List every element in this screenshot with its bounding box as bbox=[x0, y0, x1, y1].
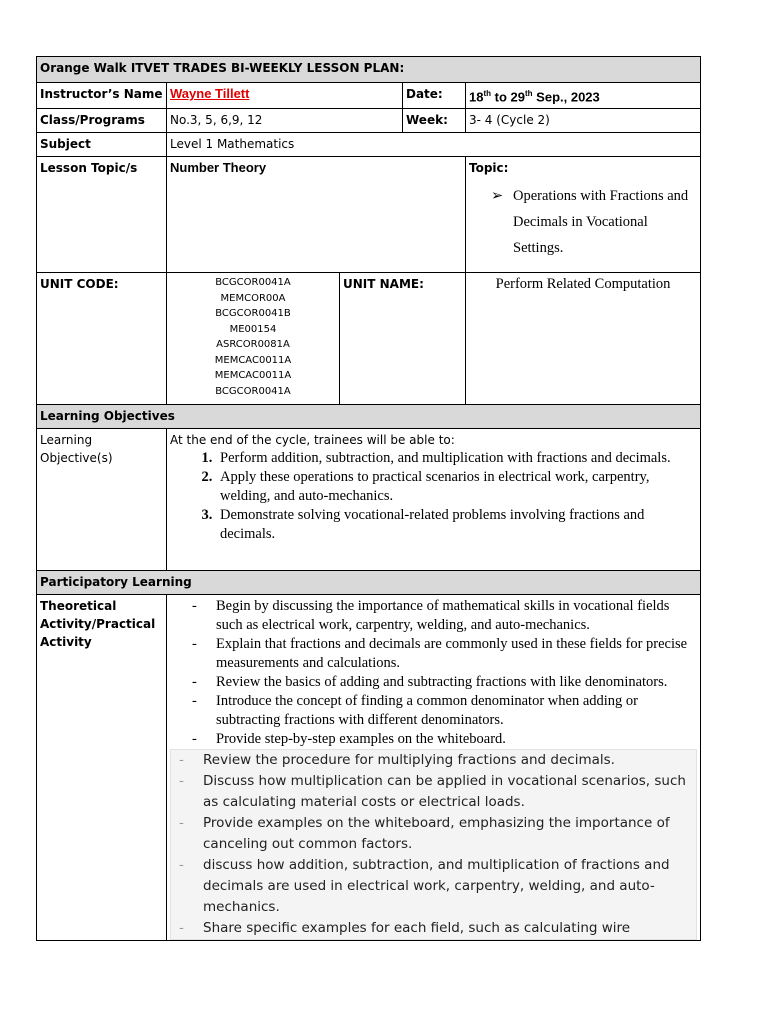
date-value: 18th to 29th Sep., 2023 bbox=[466, 83, 701, 109]
objectives-header-row bbox=[37, 405, 701, 429]
topic-item bbox=[469, 183, 697, 261]
dash-bullet-icon: - bbox=[179, 752, 184, 769]
topic-row bbox=[37, 157, 701, 273]
activity-item: - Begin by discussing the importance of mathematical skills in vocational fields such as electrical work, carpentry, welding, and auto-mechanics. bbox=[192, 598, 670, 634]
instructor-name[interactable]: Wayne Tillett bbox=[170, 86, 250, 101]
activities-cell bbox=[167, 595, 701, 941]
learning-objectives-header: Learning Objectives bbox=[37, 405, 701, 429]
activity-item: - Introduce the concept of finding a common denominator when adding or subtracting fractions with different denominators. bbox=[192, 693, 638, 729]
unit-name-value: Perform Related Computation bbox=[466, 273, 701, 405]
activities-list bbox=[170, 597, 697, 749]
activity-item: - Provide examples on the whiteboard, emphasizing the importance of canceling out common factors. bbox=[179, 815, 670, 853]
unit-code: MEMCAC0011A bbox=[214, 354, 292, 366]
instructor-label: Instructor’s Name bbox=[37, 83, 167, 109]
activity-label: Theoretical Activity/Practical Activity bbox=[37, 595, 167, 941]
unit-code: ASRCOR0081A bbox=[216, 339, 290, 351]
activities-row bbox=[37, 595, 701, 941]
class-row bbox=[37, 109, 701, 133]
participatory-learning-header: Participatory Learning bbox=[37, 571, 701, 595]
instructor-row bbox=[37, 83, 701, 109]
activity-item: - Provide step-by-step examples on the whiteboard. bbox=[192, 731, 506, 748]
unit-code: MEMCOR00A bbox=[220, 292, 286, 304]
activity-item: - Discuss how multiplication can be applied in vocational scenarios, such as calculating material costs or electrical loads. bbox=[179, 773, 686, 811]
dash-bullet-icon: - bbox=[192, 598, 197, 615]
activity-item: - Review the procedure for multiplying fractions and decimals. bbox=[171, 750, 696, 771]
activity-item: - Share specific examples for each field, such as calculating wire bbox=[171, 918, 696, 939]
objectives-intro: At the end of the cycle, trainees will be able to: bbox=[170, 433, 455, 448]
objective-item: 1. Perform addition, subtraction, and multiplication with fractions and decimals. bbox=[216, 449, 697, 468]
topic-label: Topic: bbox=[469, 161, 509, 176]
topic-value: Operations with Fractions and Decimals in Vocational Settings. bbox=[513, 188, 689, 257]
arrow-bullet-icon: ➢ bbox=[491, 188, 504, 205]
unit-name-label: UNIT NAME: bbox=[340, 273, 466, 405]
topic-cell bbox=[466, 157, 701, 273]
dash-bullet-icon: - bbox=[192, 731, 197, 748]
unit-row bbox=[37, 273, 701, 405]
unit-code-label: UNIT CODE: bbox=[37, 273, 167, 405]
dash-bullet-icon: - bbox=[179, 773, 184, 790]
unit-code: BCGCOR0041B bbox=[215, 308, 291, 320]
title-row bbox=[37, 57, 701, 83]
objectives-list bbox=[170, 449, 697, 544]
lesson-topic-value: Number Theory bbox=[167, 157, 466, 273]
plan-title: Orange Walk ITVET TRADES BI-WEEKLY LESSON PLAN: bbox=[37, 57, 701, 83]
participatory-header-row bbox=[37, 571, 701, 595]
subject-value: Level 1 Mathematics bbox=[167, 133, 701, 157]
lesson-topic-label: Lesson Topic/s bbox=[37, 157, 167, 273]
objectives-cell bbox=[167, 429, 701, 571]
objective-item: 2. Apply these operations to practical scenarios in electrical work, carpentry, welding, and auto-mechanics. bbox=[216, 468, 697, 506]
lesson-plan-document bbox=[36, 56, 700, 941]
unit-code: ME00154 bbox=[229, 323, 277, 335]
subject-label: Subject bbox=[37, 133, 167, 157]
subject-row bbox=[37, 133, 701, 157]
activity-item: - discuss how addition, subtraction, and multiplication of fractions and decimals are used in electrical work, carpentry, welding, and auto-mechanics. bbox=[179, 857, 670, 916]
objectives-row bbox=[37, 429, 701, 571]
week-value: 3- 4 (Cycle 2) bbox=[466, 109, 701, 133]
class-value: No.3, 5, 6,9, 12 bbox=[167, 109, 403, 133]
lesson-plan-table bbox=[36, 56, 701, 941]
week-label: Week: bbox=[403, 109, 466, 133]
dash-bullet-icon: - bbox=[179, 920, 184, 937]
activity-item: - Review the basics of adding and subtracting fractions with like denominators. bbox=[192, 674, 668, 691]
activity-item: - Explain that fractions and decimals are commonly used in these fields for precise measurements and calculations. bbox=[192, 636, 688, 672]
dash-bullet-icon: - bbox=[192, 674, 197, 691]
learning-objectives-label: Learning Objective(s) bbox=[37, 429, 167, 571]
dash-bullet-icon: - bbox=[192, 636, 197, 653]
date-label: Date: bbox=[403, 83, 466, 109]
unit-code: BCGCOR0041A bbox=[215, 277, 291, 289]
dash-bullet-icon: - bbox=[192, 693, 197, 710]
class-label: Class/Programs bbox=[37, 109, 167, 133]
dash-bullet-icon: - bbox=[179, 857, 184, 874]
dash-bullet-icon: - bbox=[179, 815, 184, 832]
unit-code: BCGCOR0041A bbox=[215, 385, 291, 397]
objective-item: 3. Demonstrate solving vocational-related problems involving fractions and decimals. bbox=[216, 506, 697, 544]
shaded-activities-list bbox=[170, 749, 697, 940]
unit-code-list bbox=[167, 273, 340, 405]
unit-code: MEMCAC0011A bbox=[214, 370, 292, 382]
